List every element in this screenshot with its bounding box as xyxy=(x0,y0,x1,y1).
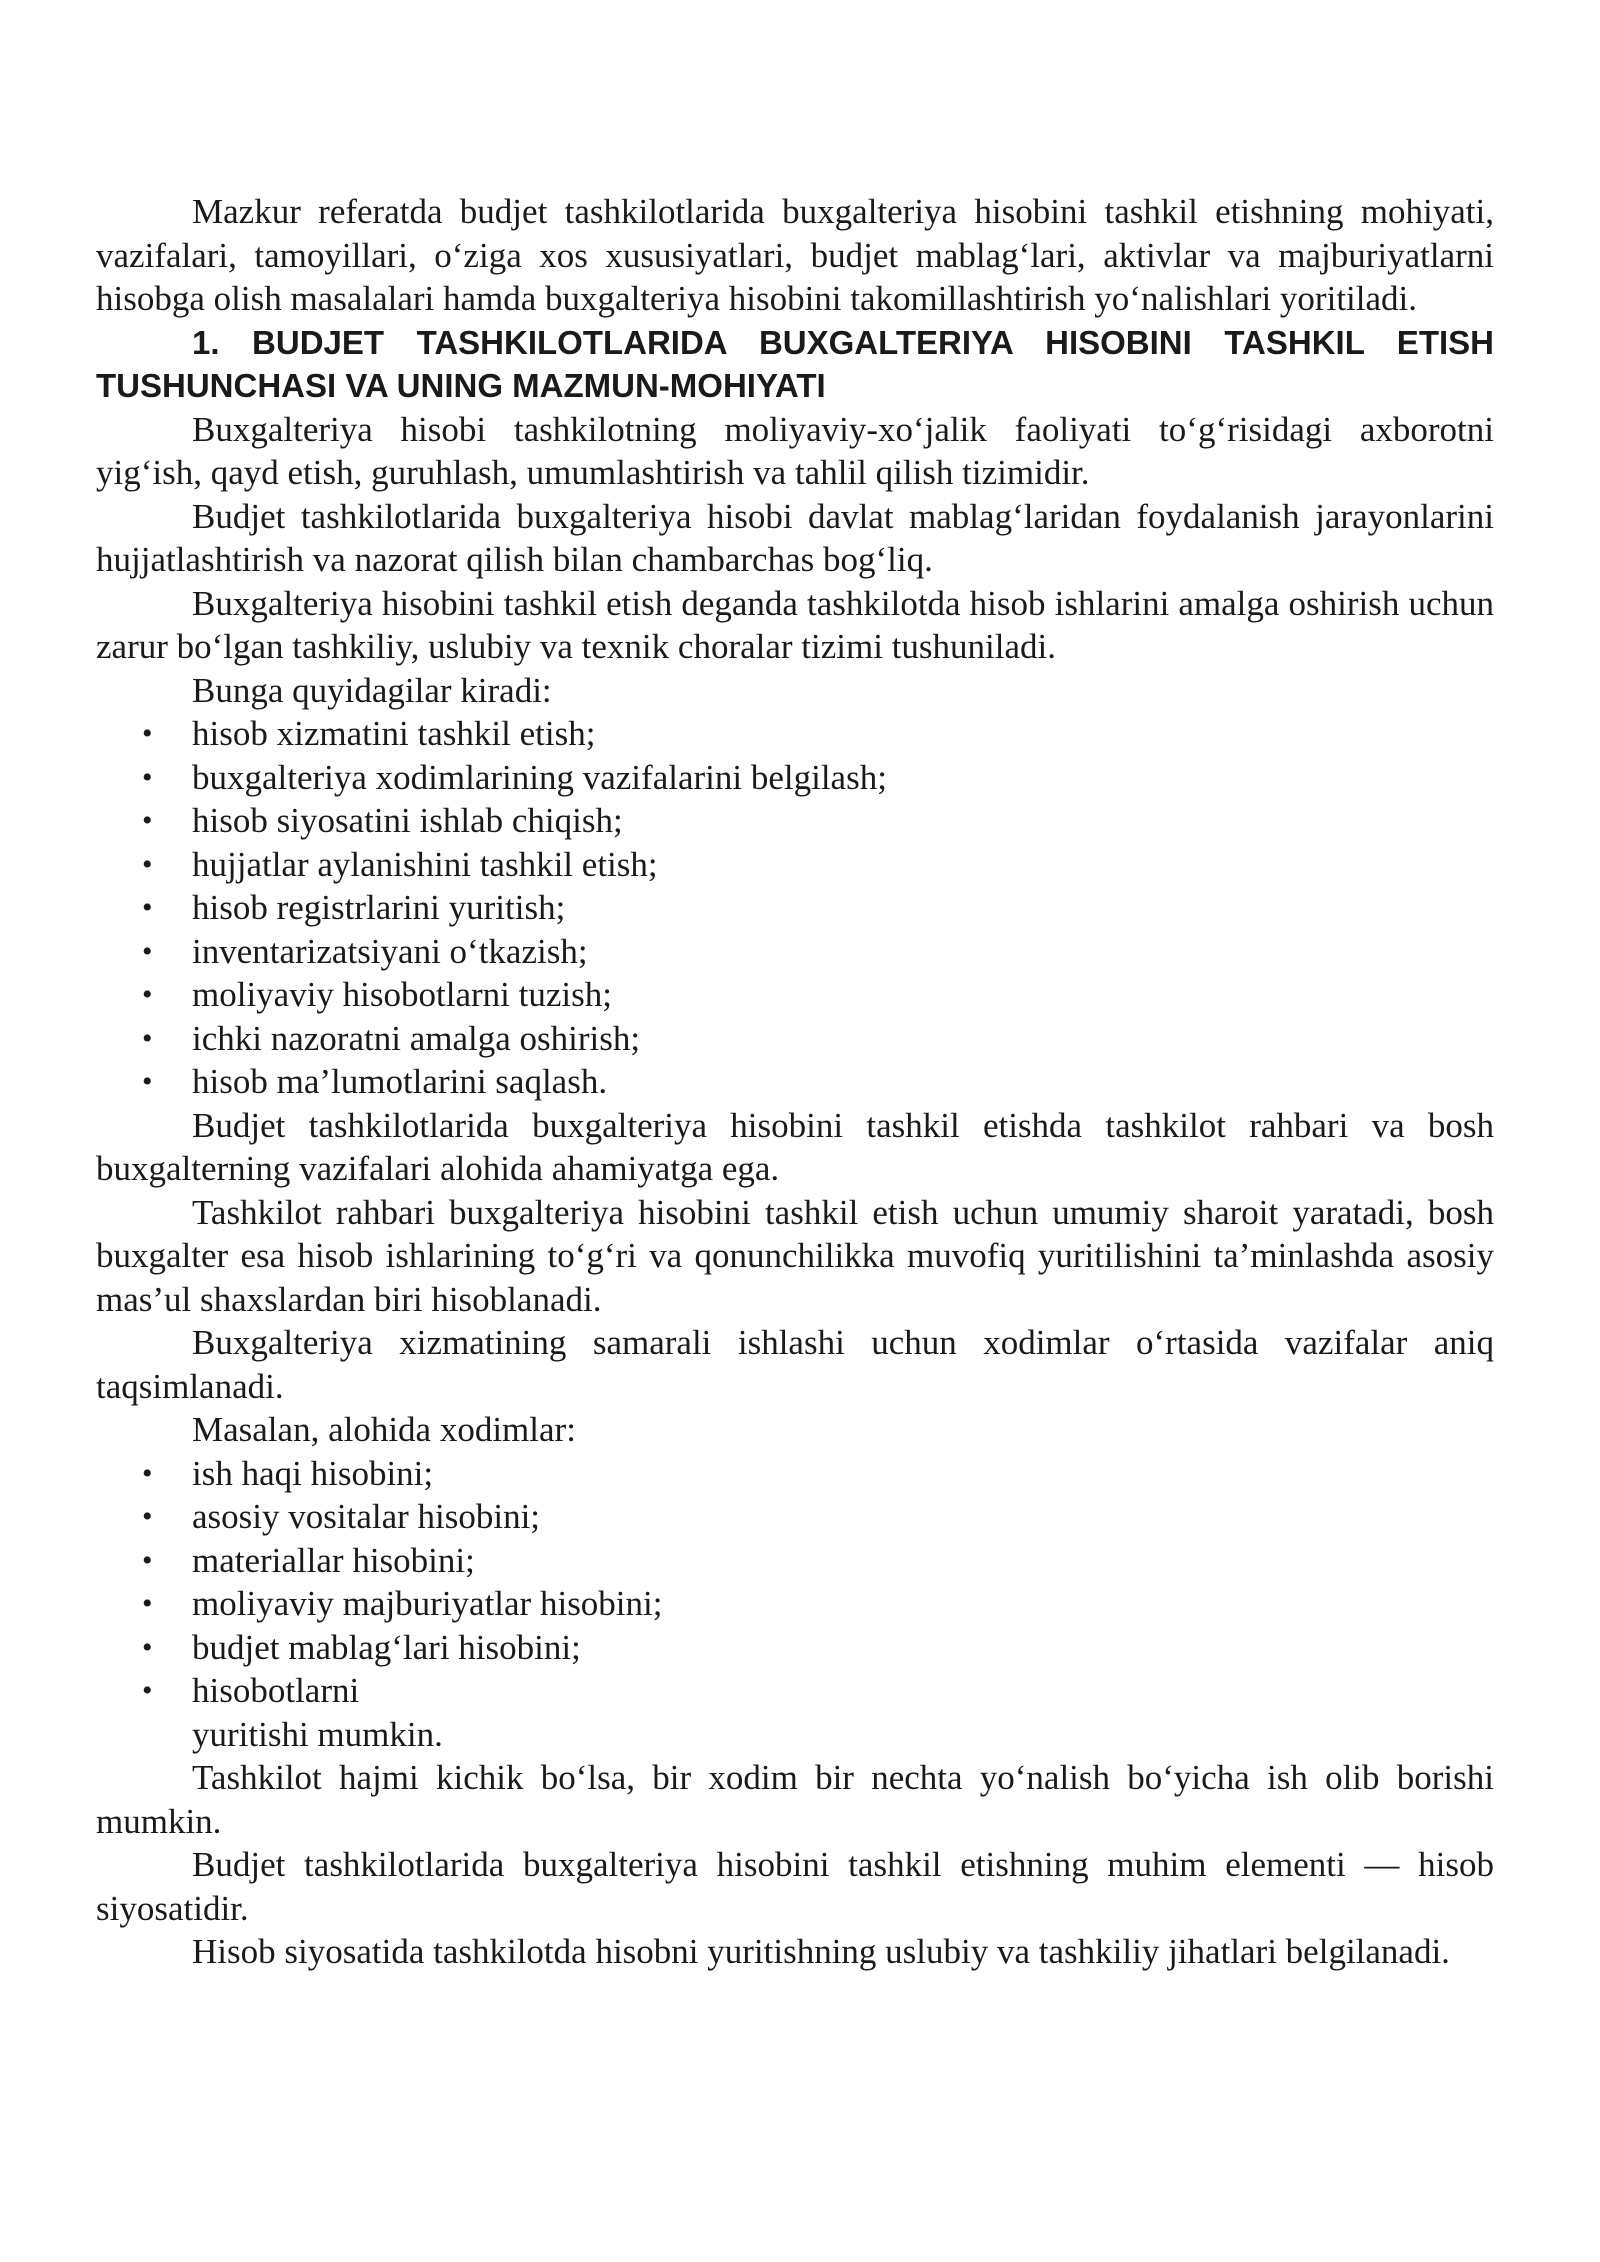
list-item xyxy=(96,756,1494,800)
list-item xyxy=(96,1495,1494,1539)
list-item-text: hisobotlarni xyxy=(192,1671,360,1710)
bullet-icon: • xyxy=(142,1456,153,1490)
list-item xyxy=(96,1626,1494,1670)
list-item xyxy=(96,886,1494,930)
staff-duties-list xyxy=(96,1452,1494,1713)
paragraph-manager-accountant: Tashkilot rahbari buxgalteriya hisobini tashkil etish uchun umumiy sharoit yaratadi, bosh buxgalter esa hisob ishlarining to‘g‘ri va qonunchilikka muvofiq yuritilishini ta’minlashda asosiy mas’ul shaxslardan biri hisoblanadi. xyxy=(96,1192,1494,1319)
list-item-text: moliyaviy majburiyatlar hisobini; xyxy=(192,1584,663,1623)
list-item-text: ish haqi hisobini; xyxy=(192,1453,434,1493)
list-item xyxy=(96,712,1494,756)
list-item-text: ichki nazoratni amalga oshirish; xyxy=(192,1018,641,1058)
list-item xyxy=(96,1582,1494,1626)
bullet-icon: • xyxy=(142,847,153,881)
paragraph-budget-link: Budjet tashkilotlarida buxgalteriya hisobi davlat mablag‘laridan foydalanish jarayonlarini hujjatlashtirish va nazorat qilish bilan chambarchas bog‘liq. xyxy=(96,496,1494,579)
paragraph-roles: Budjet tashkilotlarida buxgalteriya hisobini tashkil etishda tashkilot rahbari va bosh buxgalterning vazifalari alohida ahamiyatga ega. xyxy=(96,1105,1494,1188)
list-item-text: hisob xizmatini tashkil etish; xyxy=(192,714,596,753)
list-item-text: hujjatlar aylanishini tashkil etish; xyxy=(192,844,658,884)
bullet-icon: • xyxy=(142,1630,153,1664)
bullet-icon: • xyxy=(142,1021,153,1055)
list-item-text: moliyaviy hisobotlarni tuzish; xyxy=(192,975,612,1014)
paragraph-list-intro: Bunga quyidagilar kiradi: xyxy=(192,670,552,710)
bullet-icon: • xyxy=(142,891,153,924)
paragraph-policy: Budjet tashkilotlarida buxgalteriya hisobini tashkil etishning muhim elementi — hisob siyosatidir. xyxy=(96,1845,1494,1928)
list-item-text: hisob ma’lumotlarini saqlash. xyxy=(192,1062,608,1101)
intro-paragraph: Mazkur referatda budjet tashkilotlarida buxgalteriya hisobini tashkil etishning mohiyati, vazifalari, tamoyillari, o‘ziga xos xususiyatlari, budjet mablag‘lari, aktivlar va majburiyatlarni hisobga olish masalalari hamda buxgalteriya hisobini takomillashtirish yo‘nalishlari yoritiladi. xyxy=(96,192,1494,318)
list-item-text: materiallar hisobini; xyxy=(192,1540,475,1580)
paragraph-duties: Buxgalteriya xizmatining samarali ishlashi uchun xodimlar o‘rtasida vazifalar aniq taqsimlanadi. xyxy=(96,1323,1494,1406)
list-item-text: hisob siyosatini ishlab chiqish; xyxy=(192,801,623,840)
bullet-icon: • xyxy=(142,1065,153,1098)
bullet-icon: • xyxy=(142,978,153,1011)
document-page xyxy=(96,190,1494,1974)
paragraph-definition: Buxgalteriya hisobi tashkilotning moliyaviy-xo‘jalik faoliyati to‘g‘risidagi axborotni yig‘ish, qayd etish, guruhlash, umumlashtirish va tahlil qilish tizimidir. xyxy=(96,409,1494,492)
list-item xyxy=(96,1539,1494,1583)
list-item xyxy=(96,1017,1494,1061)
list-item xyxy=(96,973,1494,1017)
list-item-text: buxgalteriya xodimlarining vazifalarini belgilash; xyxy=(192,757,887,797)
list-continuation: yuritishi mumkin. xyxy=(192,1714,443,1754)
organization-elements-list xyxy=(96,712,1494,1104)
section-heading: 1. BUDJET TASHKILOTLARIDA BUXGALTERIYA HISOBINI TASHKIL ETISH TUSHUNCHASI VA UNING MAZMUN-MOHIYATI xyxy=(96,323,1494,404)
list-item-text: hisob registrlarini yuritish; xyxy=(192,888,566,927)
paragraph-policy-aspects: Hisob siyosatida tashkilotda hisobni yuritishning uslubiy va tashkiliy jihatlari belgilanadi. xyxy=(192,1932,1450,1971)
bullet-icon: • xyxy=(142,1500,153,1533)
list-item xyxy=(96,930,1494,974)
list-item xyxy=(96,1669,1494,1713)
bullet-icon: • xyxy=(142,1674,153,1707)
list-item-text: budjet mablag‘lari hisobini; xyxy=(192,1627,581,1667)
list-item xyxy=(96,843,1494,887)
bullet-icon: • xyxy=(142,717,153,750)
bullet-icon: • xyxy=(142,934,153,968)
bullet-icon: • xyxy=(142,1543,153,1577)
list-item xyxy=(96,1452,1494,1496)
list-item xyxy=(96,1060,1494,1104)
list-item-text: asosiy vositalar hisobini; xyxy=(192,1497,541,1536)
list-item-text: inventarizatsiyani o‘tkazish; xyxy=(192,931,588,971)
paragraph-organization: Buxgalteriya hisobini tashkil etish deganda tashkilotda hisob ishlarini amalga oshirish uchun zarur bo‘lgan tashkiliy, uslubiy va texnik choralar tizimi tushuniladi. xyxy=(96,583,1494,666)
bullet-icon: • xyxy=(142,760,153,794)
bullet-icon: • xyxy=(142,804,153,837)
list-item xyxy=(96,799,1494,843)
paragraph-small-org: Tashkilot hajmi kichik bo‘lsa, bir xodim bir nechta yo‘nalish bo‘yicha ish olib borishi mumkin. xyxy=(96,1758,1494,1841)
bullet-icon: • xyxy=(142,1587,153,1620)
paragraph-example-intro: Masalan, alohida xodimlar: xyxy=(192,1410,576,1449)
